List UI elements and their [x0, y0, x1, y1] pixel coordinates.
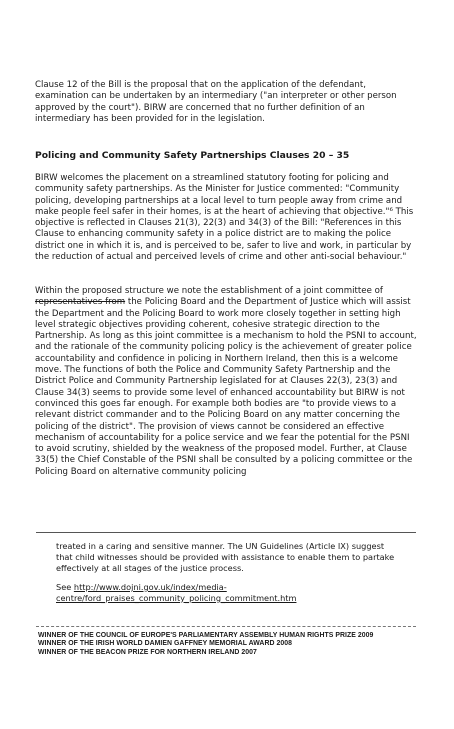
- footnote-un-guidelines: treated in a caring and sensitive manner. The UN Guidelines (Article IX) suggest that child witnesses should be provided with assistance to enable them to partake effectively at all stages of the justice process.: [56, 541, 395, 573]
- footnote-source-link: [56, 582, 396, 604]
- paragraph-partnerships-welcome: BIRW welcomes the placement on a streamlined statutory footing for policing and community safety partnerships. As the Minister for Justice commented: "Community policing, developing partnerships at a local level to turn people away from crime and make people feel safer in their homes, is at the heart of achieving that objective."⁶ This objective is reflected in Clauses 21(3), 22(3) and 34(3) of the Bill: "References in this Clause to enhancing community safety in a police district are to making the police district one in which it is, and is perceived to be, safer to live and work, in particular by the reduction of actual and perceived levels of crime and other anti-social behaviour.": [35, 173, 414, 263]
- paragraph-joint-committee: [35, 286, 417, 478]
- awards-footer: [38, 632, 428, 657]
- paragraph-joint-committee-start: Within the proposed structure we note the establishment of a joint committee of: [35, 286, 383, 296]
- award-line-council-of-europe: WINNER OF THE COUNCIL OF EUROPE'S PARLIAMENTARY ASSEMBLY HUMAN RIGHTS PRIZE 2009: [38, 632, 374, 639]
- footer-divider: [36, 626, 416, 627]
- footnote-see-label: See: [56, 582, 74, 592]
- source-url-link[interactable]: http://www.dojni.gov.uk/index/media-centre/ford_praises_community_policing_commitment.htm: [56, 582, 297, 603]
- paragraph-clause-12: Clause 12 of the Bill is the proposal that on the application of the defendant, examination can be undertaken by an intermediary ("an interpreter or other person approved by the court"). BIRW are concerned that no further definition of an intermediary has been provided for in the legislation.: [35, 80, 397, 124]
- section-heading-policing: Policing and Community Safety Partnerships Clauses 20 – 35: [35, 150, 350, 161]
- struck-text: representatives from: [35, 297, 126, 308]
- award-line-irish-world: WINNER OF THE IRISH WORLD DAMIEN GAFFNEY MEMORIAL AWARD 2008: [38, 640, 293, 648]
- footnote-divider: [36, 532, 416, 533]
- paragraph-joint-committee-rest: the Policing Board and the Department of Justice which will assist the Department and the Policing Board to work more closely together in setting high level strategic objectives providing coherent, cohesive strategic direction to the Partnership. As long as this joint committee is a mechanism to hold the PSNI to account, and the rationale of the community policing policy is the achievement of greater police accountability and confidence in policing in Northern Ireland, then this is a welcome move. The functions of both the Police and Community Safety Partnership and the District Police and Community Partnership legislated for at Clauses 22(3), 23(3) and Clause 34(3) seems to provide some level of enhanced accountability but BIRW is not convinced this goes far enough. For example both bodies are "to provide views to a relevant district commander and to the Policing Board on any matter concerning the policing of the district". The provision of views cannot be considered an effective mechanism of accountability for a police service and we fear the potential for the PSNI to avoid scrutiny, shielded by the weakness of the proposed model. Further, at Clause 33(5) the Chief Constable of the PSNI shall be consulted by a policing committee or the Policing Board on alternative community policing: [35, 297, 417, 477]
- award-line-beacon-prize: WINNER OF THE BEACON PRIZE FOR NORTHERN IRELAND 2007: [38, 648, 257, 656]
